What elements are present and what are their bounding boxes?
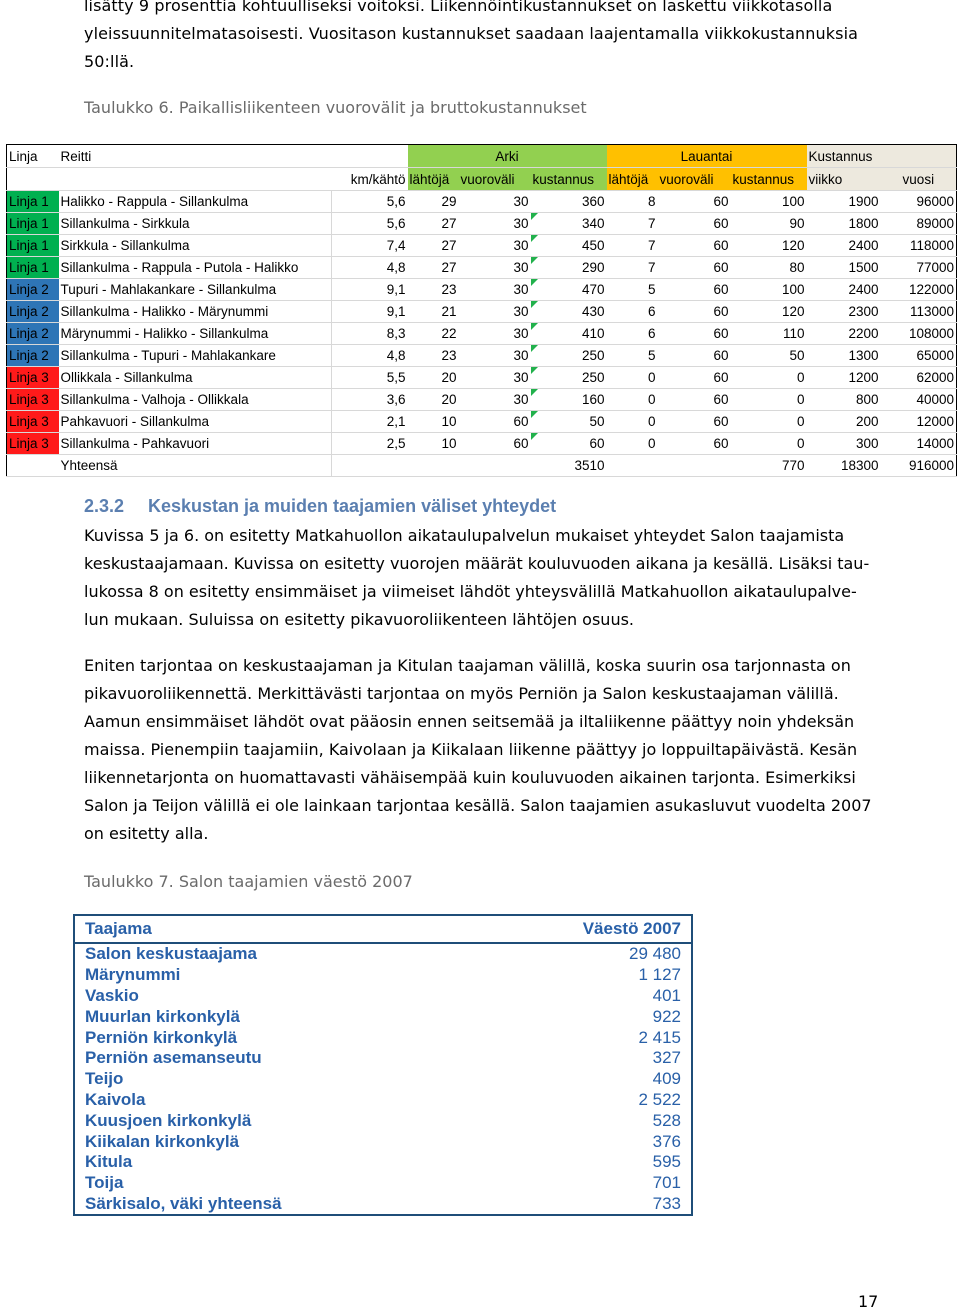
population-header-row [74, 915, 692, 943]
viikko-cell: 2200 [807, 323, 881, 345]
lau-kustannus-cell: 0 [731, 367, 807, 389]
lau-lahtoja-cell: 7 [607, 235, 658, 257]
blank-cell [408, 455, 459, 477]
table-row [74, 1069, 692, 1090]
linja-cell: Linja 3 [7, 411, 59, 433]
taajama-cell: Teijo [85, 1069, 124, 1089]
taajama-cell: Salon keskustaajama [85, 944, 257, 964]
table-row [7, 433, 957, 455]
lau-lahtoja-cell: 7 [607, 257, 658, 279]
total-label: Yhteensä [59, 455, 332, 477]
table-row [74, 1152, 692, 1173]
reitti-cell: Halikko - Rappula - Sillankulma [59, 191, 332, 213]
arki-lahtoja-cell: 10 [408, 411, 459, 433]
arki-vuorovali-cell: 30 [459, 213, 531, 235]
arki-lahtoja-cell: 27 [408, 213, 459, 235]
population-table [73, 914, 693, 1216]
blank-cell [332, 145, 408, 168]
blank-cell [658, 455, 731, 477]
reitti-cell: Sillankulma - Valhoja - Ollikkala [59, 389, 332, 411]
lau-vuorovali-cell: 60 [658, 367, 731, 389]
vuosi-cell: 77000 [881, 257, 957, 279]
km-cell: 2,1 [332, 411, 408, 433]
table-row [7, 235, 957, 257]
vaesto-cell: 701 [652, 1173, 681, 1193]
linja-cell: Linja 3 [7, 389, 59, 411]
linja-cell: Linja 1 [7, 213, 59, 235]
table-row [74, 943, 692, 965]
total-vuosi: 916000 [881, 455, 957, 477]
vuosi-cell: 96000 [881, 191, 957, 213]
reitti-cell: Sillankulma - Rappula - Putola - Halikko [59, 257, 332, 279]
arki-kustannus-cell: 290 [531, 257, 607, 279]
vuosi-cell: 62000 [881, 367, 957, 389]
paragraph-line: pikavuoroliikennettä. Merkittävästi tarjontaa on myös Perniön ja Salon keskustaajaman välillä. [84, 684, 839, 703]
lau-lahtoja-cell: 6 [607, 301, 658, 323]
km-cell: 2,5 [332, 433, 408, 455]
page-number: 17 [858, 1292, 879, 1311]
reitti-cell: Sillankulma - Tupuri - Mahlakankare [59, 345, 332, 367]
lau-lahtoja-cell: 0 [607, 389, 658, 411]
paragraph-1 [84, 522, 884, 634]
reitti-cell: Tupuri - Mahlakankare - Sillankulma [59, 279, 332, 301]
paragraph-2 [84, 652, 884, 848]
linja-cell: Linja 2 [7, 279, 59, 301]
vaesto-cell: 376 [652, 1131, 681, 1151]
vuosi-cell: 65000 [881, 345, 957, 367]
lau-lahtoja-cell: 5 [607, 345, 658, 367]
col-linja-header: Linja [7, 145, 59, 168]
table-row [74, 1027, 692, 1048]
total-lau-kustannus: 770 [731, 455, 807, 477]
km-cell: 8,3 [332, 323, 408, 345]
paragraph-line: maissa. Pienempiin taajamiin, Kaivolaan ja Kiikalaan liikenne päättyy jo loppuiltapäivästä. Kesän [84, 740, 858, 759]
vuosi-cell: 12000 [881, 411, 957, 433]
table-row [74, 1173, 692, 1194]
col-lau-kustannus: kustannus [731, 168, 807, 191]
reitti-cell: Sillankulma - Sirkkula [59, 213, 332, 235]
arki-vuorovali-cell: 30 [459, 389, 531, 411]
intro-line: yleissuunnitelmatasoisesti. Vuositason kustannukset saadaan laajentamalla viikkokustannuksia [84, 24, 859, 43]
group-lauantai-header: Lauantai [607, 145, 807, 168]
total-viikko: 18300 [807, 455, 881, 477]
group-arki-header: Arki [408, 145, 607, 168]
section-title: Keskustan ja muiden taajamien väliset yhteydet [148, 496, 557, 516]
table-row [7, 213, 957, 235]
intro-line: lisätty 9 prosenttia kohtuulliseksi voitoksi. Liikennöintikustannukset on laskettu viikkotasolla [84, 0, 833, 15]
lau-vuorovali-cell: 60 [658, 279, 731, 301]
section-number: 2.3.2 [84, 496, 125, 516]
linja-cell: Linja 3 [7, 433, 59, 455]
arki-lahtoja-cell: 29 [408, 191, 459, 213]
vaesto-cell: 29 480 [629, 944, 681, 964]
table-row [7, 191, 957, 213]
arki-vuorovali-cell: 30 [459, 301, 531, 323]
reitti-cell: Ollikkala - Sillankulma [59, 367, 332, 389]
blank-cell [59, 168, 332, 191]
table-row [7, 323, 957, 345]
table-row [74, 965, 692, 986]
arki-vuorovali-cell: 30 [459, 345, 531, 367]
total-row [7, 455, 957, 477]
taajama-cell: Kaivola [85, 1089, 146, 1109]
lau-kustannus-cell: 100 [731, 191, 807, 213]
arki-lahtoja-cell: 20 [408, 389, 459, 411]
arki-vuorovali-cell: 30 [459, 279, 531, 301]
lau-vuorovali-cell: 60 [658, 257, 731, 279]
table-row [74, 1048, 692, 1069]
vaesto-cell: 409 [652, 1069, 681, 1089]
blank-cell [7, 455, 59, 477]
arki-vuorovali-cell: 60 [459, 433, 531, 455]
arki-kustannus-cell: 410 [531, 323, 607, 345]
lau-vuorovali-cell: 60 [658, 301, 731, 323]
lau-kustannus-cell: 110 [731, 323, 807, 345]
viikko-cell: 2400 [807, 235, 881, 257]
lau-lahtoja-cell: 6 [607, 323, 658, 345]
paragraph-line: on esitetty alla. [84, 824, 209, 843]
taajama-cell: Toija [85, 1173, 124, 1193]
linja-cell: Linja 2 [7, 301, 59, 323]
table-row [7, 367, 957, 389]
blank-cell [607, 455, 658, 477]
taajama-cell: Märynummi [85, 965, 181, 985]
vuosi-cell: 113000 [881, 301, 957, 323]
linja-cell: Linja 2 [7, 323, 59, 345]
lau-vuorovali-cell: 60 [658, 389, 731, 411]
arki-kustannus-cell: 160 [531, 389, 607, 411]
col-reitti-header: Reitti [59, 145, 332, 168]
section-heading [84, 496, 556, 517]
vuosi-cell: 122000 [881, 279, 957, 301]
lau-vuorovali-cell: 60 [658, 411, 731, 433]
km-cell: 7,4 [332, 235, 408, 257]
lau-kustannus-cell: 90 [731, 213, 807, 235]
vuosi-cell: 14000 [881, 433, 957, 455]
taajama-cell: Kuusjoen kirkonkylä [85, 1110, 252, 1130]
header-row-1 [7, 145, 957, 168]
lau-vuorovali-cell: 60 [658, 433, 731, 455]
table6-caption: Taulukko 6. Paikallisliikenteen vuorovälit ja bruttokustannukset [84, 98, 587, 117]
header-row-2 [7, 168, 957, 191]
vaesto-cell: 327 [652, 1048, 681, 1068]
lau-lahtoja-cell: 0 [607, 411, 658, 433]
col-arki-lahtoja: lähtöjä [408, 168, 459, 191]
reitti-cell: Sirkkula - Sillankulma [59, 235, 332, 257]
vaesto-cell: 401 [652, 985, 681, 1005]
taajama-cell: Vaskio [85, 985, 139, 1005]
arki-kustannus-cell: 250 [531, 367, 607, 389]
table7-caption: Taulukko 7. Salon taajamien väestö 2007 [84, 872, 413, 891]
paragraph-line: lun mukaan. Suluissa on esitetty pikavuoroliikenteen lähtöjen osuus. [84, 610, 634, 629]
viikko-cell: 1300 [807, 345, 881, 367]
taajama-cell: Perniön asemanseutu [85, 1048, 262, 1068]
taajama-cell: Perniön kirkonkylä [85, 1027, 238, 1047]
vaesto-cell: 922 [652, 1006, 681, 1026]
col-km: km/kähtö [332, 168, 408, 191]
arki-vuorovali-cell: 30 [459, 235, 531, 257]
taajama-cell: Kiikalan kirkonkylä [85, 1131, 240, 1151]
paragraph-line: Salon ja Teijon välillä ei ole lainkaan tarjontaa kesällä. Salon taajamien asukasluvut vuodelta 2007 [84, 796, 872, 815]
viikko-cell: 1500 [807, 257, 881, 279]
vuosi-cell: 118000 [881, 235, 957, 257]
linja-cell: Linja 3 [7, 367, 59, 389]
lau-vuorovali-cell: 60 [658, 345, 731, 367]
table-row [7, 389, 957, 411]
table-row [74, 1006, 692, 1027]
blank-cell [7, 168, 59, 191]
viikko-cell: 1800 [807, 213, 881, 235]
viikko-cell: 300 [807, 433, 881, 455]
paragraph-line: Aamun ensimmäiset lähdöt ovat pääosin ennen seitsemää ja iltaliikenne päättyy noin yhdeksän [84, 712, 855, 731]
table-row [74, 1194, 692, 1216]
lau-kustannus-cell: 80 [731, 257, 807, 279]
intro-line: 50:llä. [84, 52, 135, 71]
blank-cell [332, 455, 408, 477]
arki-vuorovali-cell: 60 [459, 411, 531, 433]
arki-kustannus-cell: 60 [531, 433, 607, 455]
taajama-cell: Muurlan kirkonkylä [85, 1006, 240, 1026]
arki-lahtoja-cell: 21 [408, 301, 459, 323]
lau-kustannus-cell: 120 [731, 301, 807, 323]
viikko-cell: 200 [807, 411, 881, 433]
arki-kustannus-cell: 250 [531, 345, 607, 367]
col-arki-vuorovali: vuoroväli [459, 168, 531, 191]
lau-kustannus-cell: 0 [731, 389, 807, 411]
intro-paragraph [84, 0, 884, 76]
arki-lahtoja-cell: 23 [408, 279, 459, 301]
total-arki-kustannus: 3510 [531, 455, 607, 477]
linja-cell: Linja 1 [7, 257, 59, 279]
lau-vuorovali-cell: 60 [658, 213, 731, 235]
lau-kustannus-cell: 0 [731, 433, 807, 455]
col-viikko: viikko [807, 168, 881, 191]
col-arki-kustannus: kustannus [531, 168, 607, 191]
table-row [7, 411, 957, 433]
arki-vuorovali-cell: 30 [459, 191, 531, 213]
col-taajama-header: Taajama [74, 915, 504, 943]
lau-vuorovali-cell: 60 [658, 191, 731, 213]
lau-vuorovali-cell: 60 [658, 235, 731, 257]
lau-lahtoja-cell: 0 [607, 367, 658, 389]
km-cell: 4,8 [332, 345, 408, 367]
taajama-cell: Särkisalo, väki yhteensä [85, 1193, 282, 1213]
table-row [7, 345, 957, 367]
reitti-cell: Pahkavuori - Sillankulma [59, 411, 332, 433]
table-row [74, 1131, 692, 1152]
table-row [74, 1090, 692, 1111]
linja-cell: Linja 1 [7, 191, 59, 213]
table-row [74, 986, 692, 1007]
arki-lahtoja-cell: 23 [408, 345, 459, 367]
vaesto-cell: 733 [652, 1193, 681, 1213]
vuosi-cell: 108000 [881, 323, 957, 345]
vaesto-cell: 528 [652, 1110, 681, 1130]
group-kustannus-header: Kustannus [807, 145, 957, 168]
arki-vuorovali-cell: 30 [459, 323, 531, 345]
km-cell: 5,6 [332, 191, 408, 213]
arki-lahtoja-cell: 27 [408, 257, 459, 279]
km-cell: 9,1 [332, 301, 408, 323]
km-cell: 5,5 [332, 367, 408, 389]
reitti-cell: Märynummi - Halikko - Sillankulma [59, 323, 332, 345]
km-cell: 4,8 [332, 257, 408, 279]
taajama-cell: Kitula [85, 1152, 133, 1172]
col-vaesto-header: Väestö 2007 [504, 915, 692, 943]
vaesto-cell: 1 127 [638, 965, 681, 985]
lau-kustannus-cell: 0 [731, 411, 807, 433]
blank-cell [459, 455, 531, 477]
table-row [7, 257, 957, 279]
col-lau-vuorovali: vuoroväli [658, 168, 731, 191]
vaesto-cell: 595 [652, 1152, 681, 1172]
arki-lahtoja-cell: 22 [408, 323, 459, 345]
reitti-cell: Sillankulma - Halikko - Märynummi [59, 301, 332, 323]
viikko-cell: 1900 [807, 191, 881, 213]
table-row [7, 301, 957, 323]
lau-lahtoja-cell: 7 [607, 213, 658, 235]
paragraph-line: Kuvissa 5 ja 6. on esitetty Matkahuollon aikataulupalvelun mukaiset yhteydet Salon taajamista [84, 526, 845, 545]
paragraph-line: Eniten tarjontaa on keskustaajaman ja Kitulan taajaman välillä, koska suurin osa tarjonnasta on [84, 656, 851, 675]
lau-vuorovali-cell: 60 [658, 323, 731, 345]
lau-lahtoja-cell: 0 [607, 433, 658, 455]
lau-kustannus-cell: 50 [731, 345, 807, 367]
table-row [7, 279, 957, 301]
lau-kustannus-cell: 100 [731, 279, 807, 301]
arki-lahtoja-cell: 10 [408, 433, 459, 455]
arki-kustannus-cell: 450 [531, 235, 607, 257]
arki-kustannus-cell: 470 [531, 279, 607, 301]
arki-kustannus-cell: 50 [531, 411, 607, 433]
vaesto-cell: 2 522 [638, 1089, 681, 1109]
arki-lahtoja-cell: 20 [408, 367, 459, 389]
table-row [74, 1110, 692, 1131]
viikko-cell: 2300 [807, 301, 881, 323]
km-cell: 3,6 [332, 389, 408, 411]
viikko-cell: 2400 [807, 279, 881, 301]
km-cell: 5,6 [332, 213, 408, 235]
vaesto-cell: 2 415 [638, 1027, 681, 1047]
col-vuosi: vuosi [881, 168, 957, 191]
lau-kustannus-cell: 120 [731, 235, 807, 257]
linja-cell: Linja 2 [7, 345, 59, 367]
arki-kustannus-cell: 360 [531, 191, 607, 213]
paragraph-line: keskustaajamaan. Kuvissa on esitetty vuorojen määrät kouluvuoden aikana ja kesällä. Lisäksi tau- [84, 554, 870, 573]
km-cell: 9,1 [332, 279, 408, 301]
arki-kustannus-cell: 430 [531, 301, 607, 323]
viikko-cell: 800 [807, 389, 881, 411]
paragraph-line: lukossa 8 on esitetty ensimmäiset ja viimeiset lähdöt yhteysvälillä Matkahuollon aikataulupalve- [84, 582, 857, 601]
arki-lahtoja-cell: 27 [408, 235, 459, 257]
vuosi-cell: 40000 [881, 389, 957, 411]
col-lau-lahtoja: lähtöjä [607, 168, 658, 191]
linja-cell: Linja 1 [7, 235, 59, 257]
arki-vuorovali-cell: 30 [459, 257, 531, 279]
cost-table [6, 144, 957, 477]
arki-kustannus-cell: 340 [531, 213, 607, 235]
viikko-cell: 1200 [807, 367, 881, 389]
lau-lahtoja-cell: 5 [607, 279, 658, 301]
lau-lahtoja-cell: 8 [607, 191, 658, 213]
arki-vuorovali-cell: 30 [459, 367, 531, 389]
paragraph-line: liikennetarjonta on huomattavasti vähäisempää kuin kouluvuoden aikainen tarjonta. Esimerkiksi [84, 768, 856, 787]
vuosi-cell: 89000 [881, 213, 957, 235]
reitti-cell: Sillankulma - Pahkavuori [59, 433, 332, 455]
